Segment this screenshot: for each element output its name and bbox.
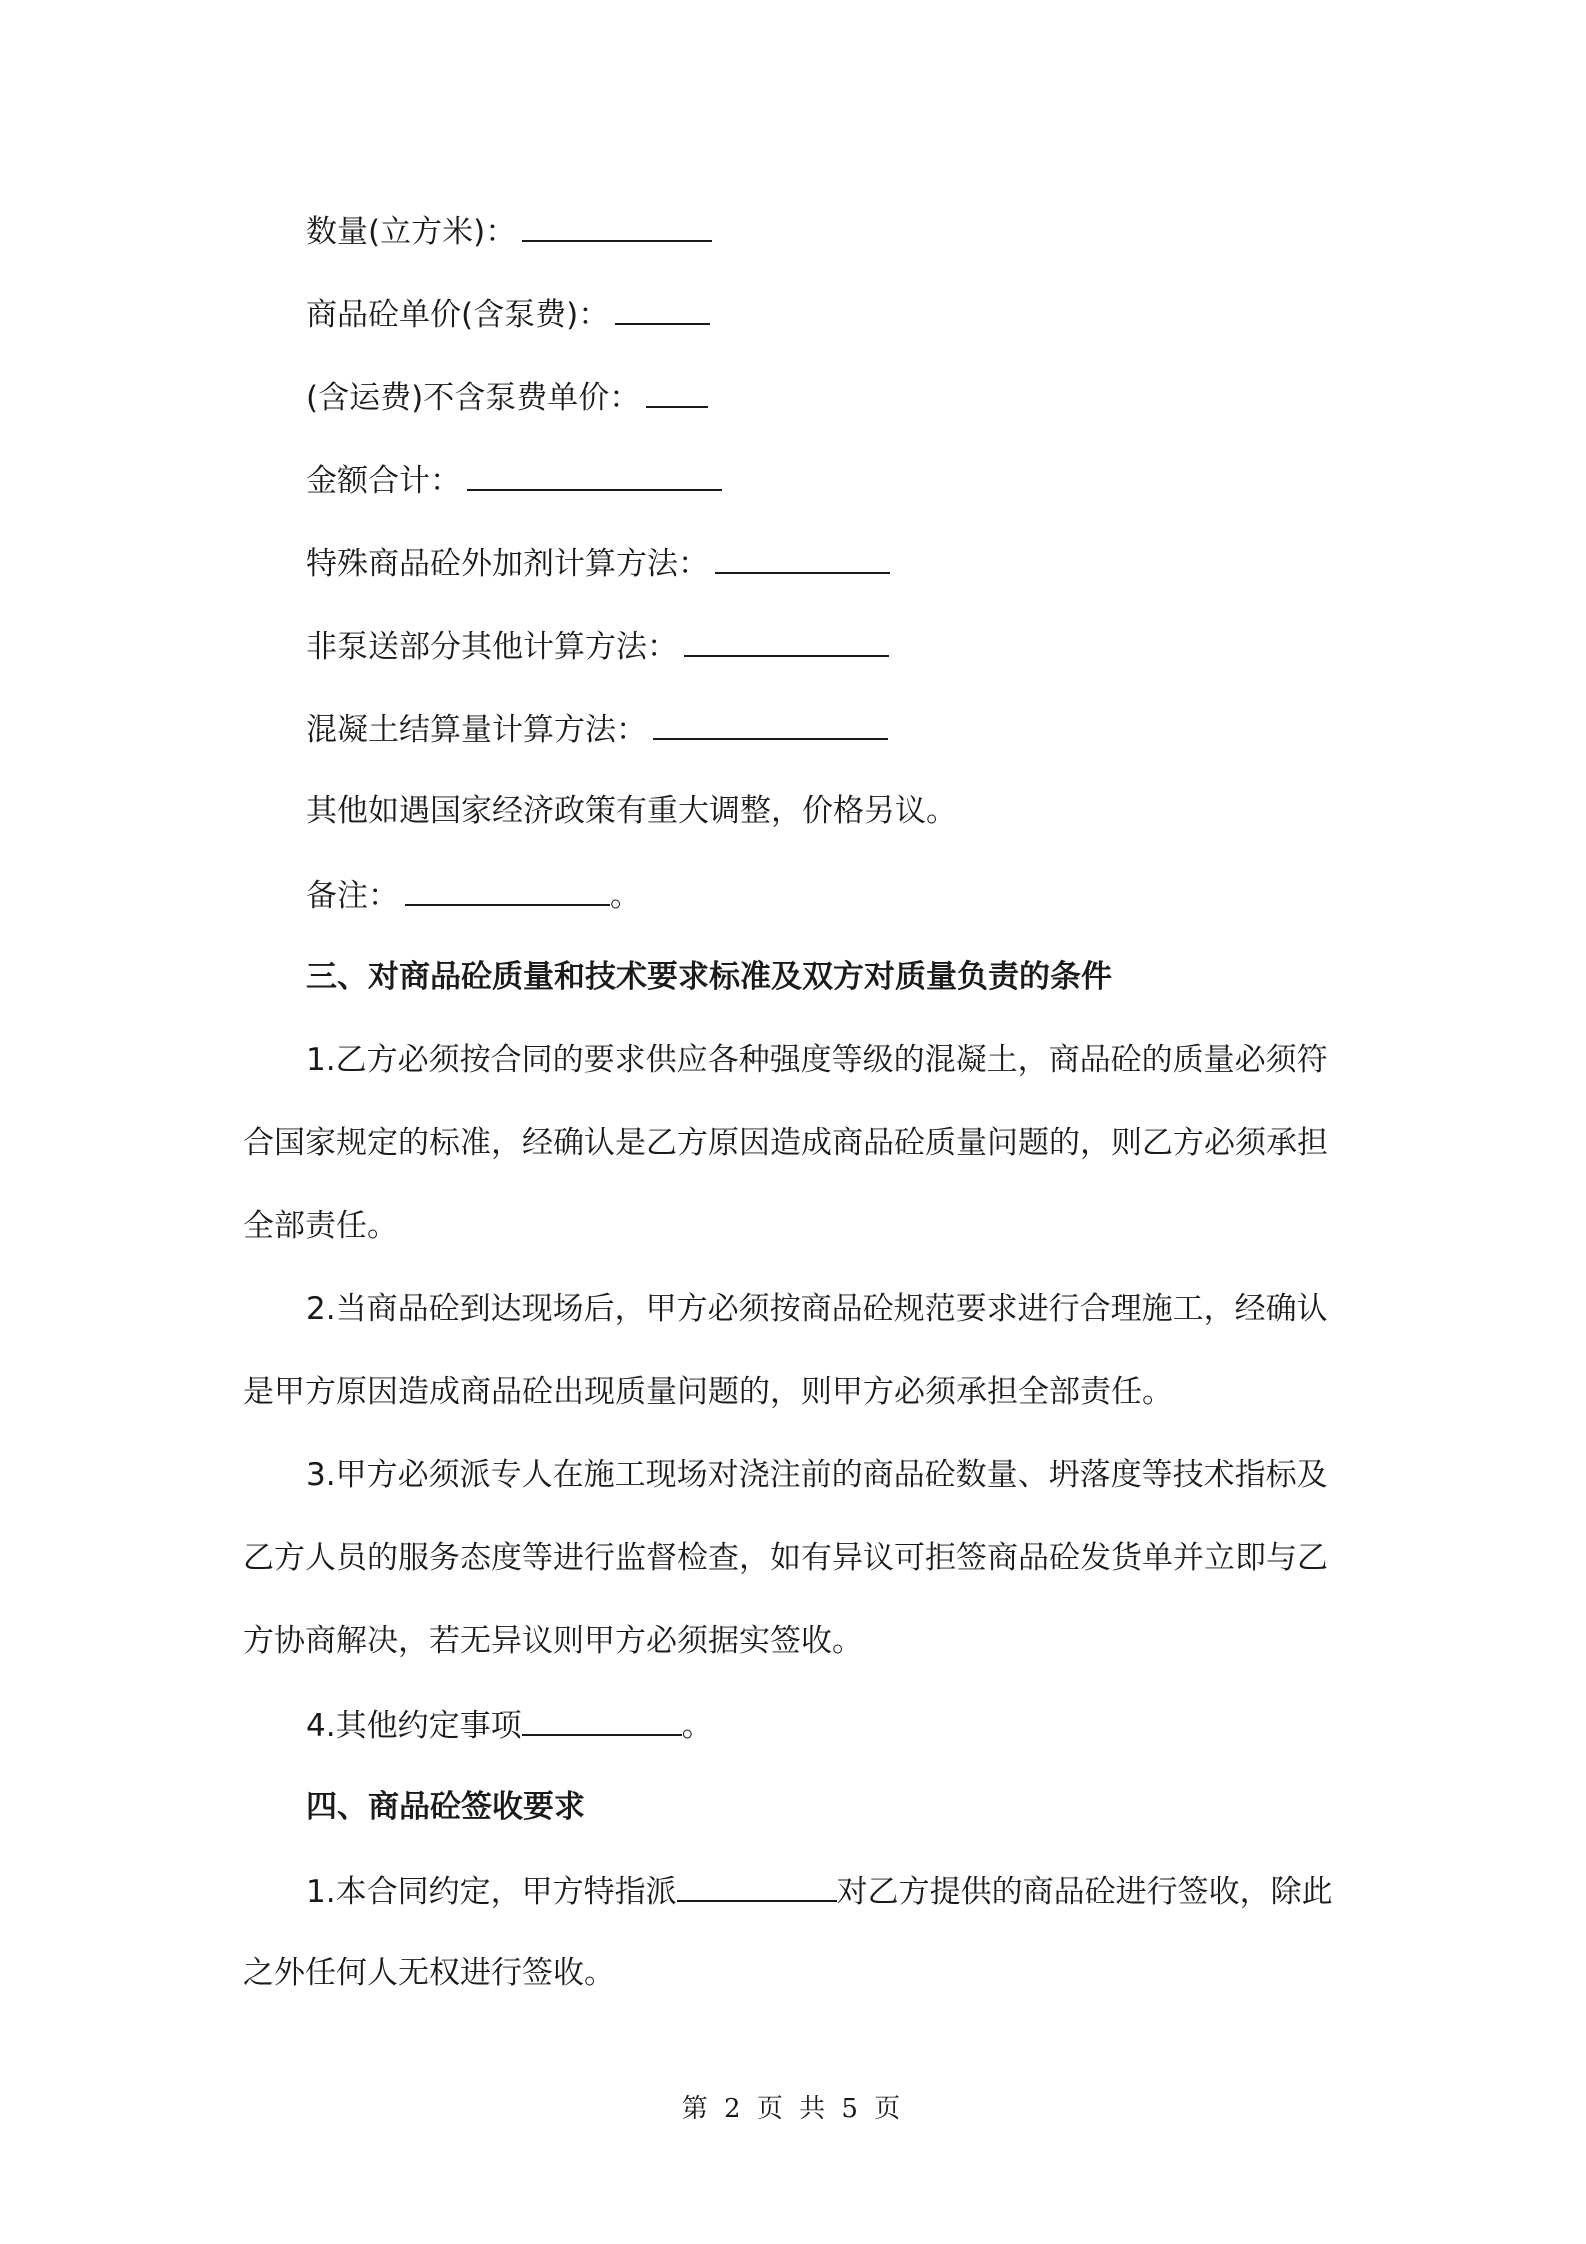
s4-item1-suffix: 对乙方提供的商品砼进行签收，除此 xyxy=(836,1874,1333,1910)
remark-field xyxy=(306,874,641,916)
page-number-footer: 第 2 页 共 5 页 xyxy=(681,2094,905,2124)
total-label: 金额合计： xyxy=(306,463,461,499)
additive-method-label: 特殊商品砼外加剂计算方法： xyxy=(306,546,709,582)
s3-item2-line2: 是甲方原因造成商品砼出现质量问题的，则甲方必须承担全部责任。 xyxy=(243,1374,1173,1410)
s3-item3-line3: 方协商解决，若无异议则甲方必须据实签收。 xyxy=(243,1623,863,1659)
quantity-blank xyxy=(522,210,712,242)
settlement-method-field xyxy=(306,708,888,750)
policy-note: 其他如遇国家经济政策有重大调整，价格另议。 xyxy=(306,793,957,829)
total-blank xyxy=(467,459,722,491)
unit-price-label: 商品砼单价(含泵费)： xyxy=(306,297,610,333)
additive-method-field xyxy=(306,542,890,584)
s3-item4-suffix: 。 xyxy=(681,1708,713,1744)
non-pump-method-field xyxy=(306,625,889,667)
s4-item1-prefix: 1.本合同约定，甲方特指派 xyxy=(306,1874,677,1910)
remark-blank xyxy=(405,874,610,906)
s4-item1-line2: 之外任何人无权进行签收。 xyxy=(243,1955,615,1991)
no-pump-price-label: (含运费)不含泵费单价： xyxy=(306,380,641,416)
s3-item4 xyxy=(306,1704,713,1746)
non-pump-method-blank xyxy=(684,625,889,657)
remark-end: 。 xyxy=(610,878,641,914)
unit-price-field xyxy=(306,293,710,335)
settlement-method-label: 混凝土结算量计算方法： xyxy=(306,712,647,748)
s3-item2-line1: 2.当商品砼到达现场后，甲方必须按商品砼规范要求进行合理施工，经确认 xyxy=(306,1291,1328,1327)
settlement-method-blank xyxy=(653,708,888,740)
total-field xyxy=(306,459,722,501)
remark-label: 备注： xyxy=(306,878,399,914)
section4-heading: 四、商品砼签收要求 xyxy=(306,1789,585,1825)
quantity-field xyxy=(306,210,712,252)
s3-item1-line3: 全部责任。 xyxy=(243,1208,398,1244)
s3-item3-line2: 乙方人员的服务态度等进行监督检查，如有异议可拒签商品砼发货单并立即与乙 xyxy=(243,1540,1328,1576)
s3-item4-blank xyxy=(522,1704,682,1736)
s3-item4-prefix: 4.其他约定事项 xyxy=(306,1708,522,1744)
section3-heading: 三、对商品砼质量和技术要求标准及双方对质量负责的条件 xyxy=(306,959,1112,995)
s4-item1-blank xyxy=(677,1870,837,1902)
s3-item1-line1: 1.乙方必须按合同的要求供应各种强度等级的混凝土，商品砼的质量必须符 xyxy=(306,1042,1328,1078)
no-pump-price-blank xyxy=(646,376,708,408)
quantity-label: 数量(立方米)： xyxy=(306,214,517,250)
unit-price-blank xyxy=(615,293,710,325)
additive-method-blank xyxy=(715,542,890,574)
no-pump-price-field xyxy=(306,376,708,418)
s3-item1-line2: 合国家规定的标准，经确认是乙方原因造成商品砼质量问题的，则乙方必须承担 xyxy=(243,1125,1328,1161)
s4-item1-line1 xyxy=(306,1870,1333,1912)
non-pump-method-label: 非泵送部分其他计算方法： xyxy=(306,629,678,665)
s3-item3-line1: 3.甲方必须派专人在施工现场对浇注前的商品砼数量、坍落度等技术指标及 xyxy=(306,1457,1328,1493)
